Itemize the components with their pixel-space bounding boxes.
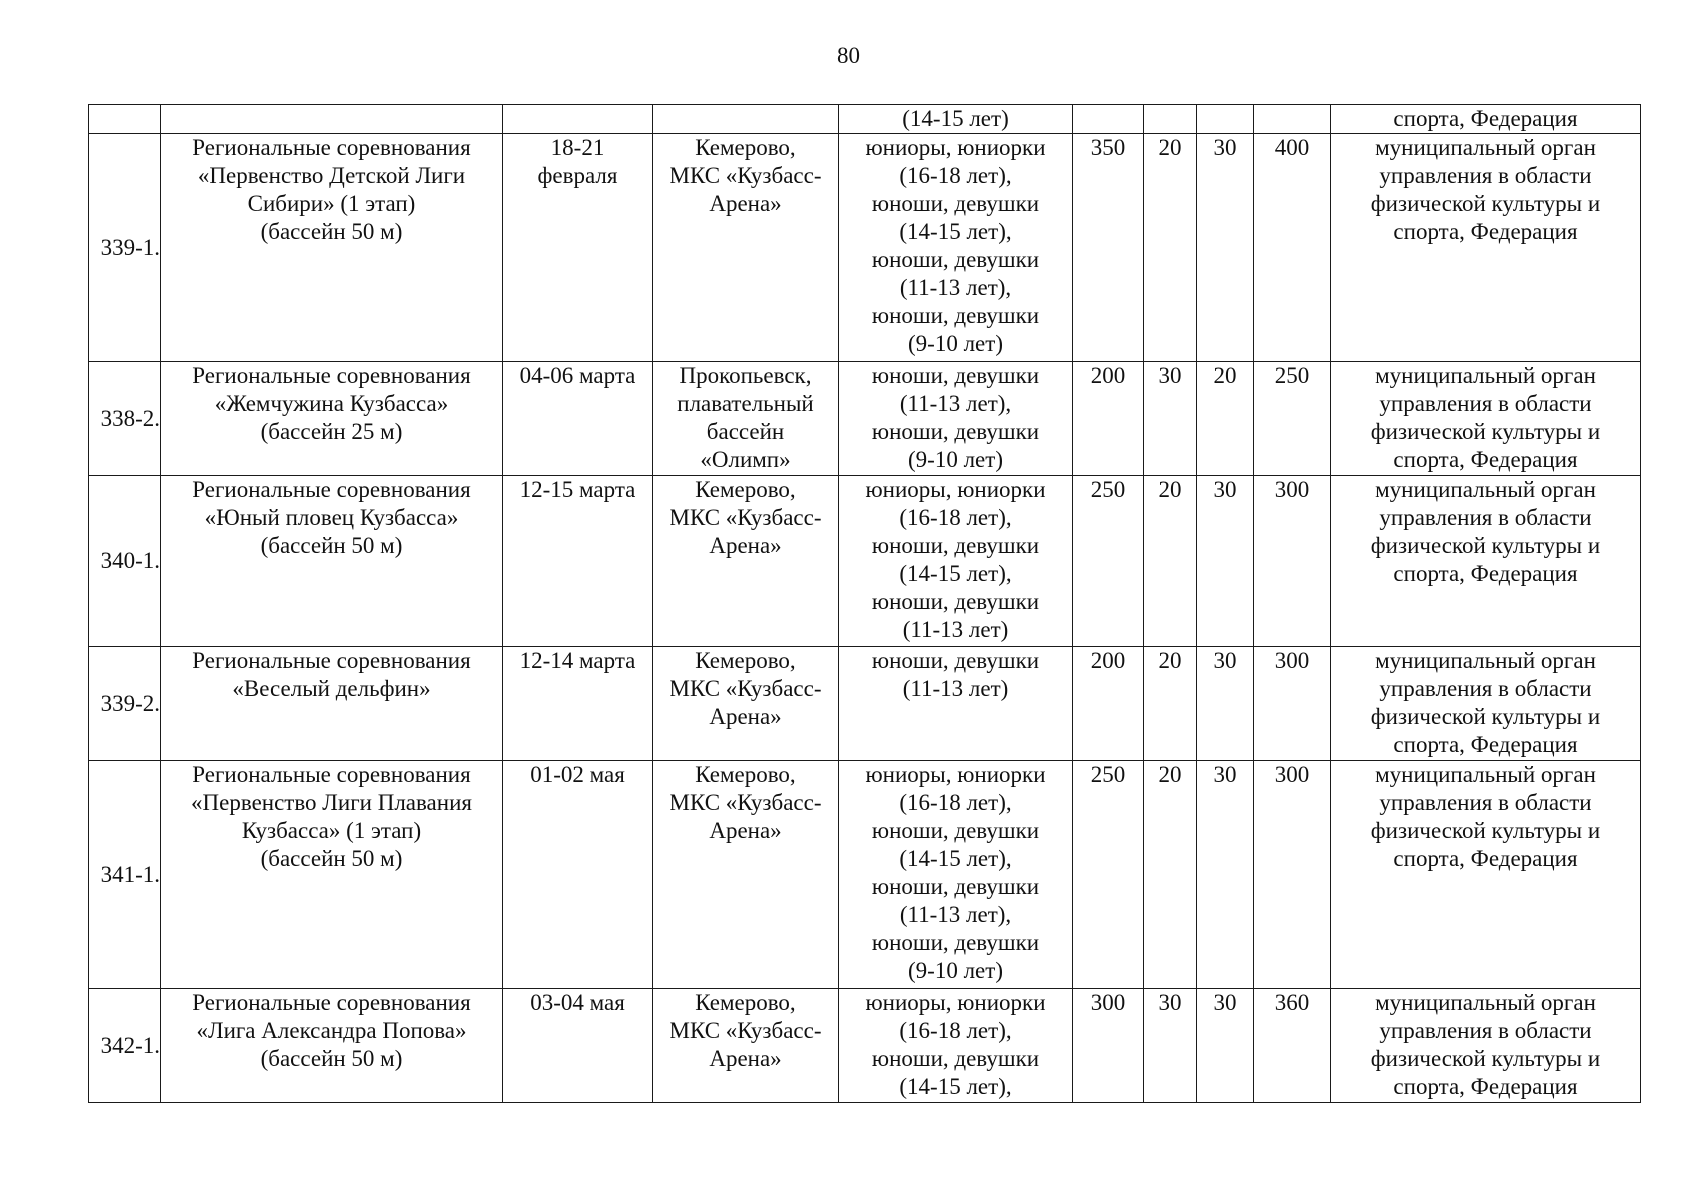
table-row [89,647,1641,761]
event-dates: 04-06 марта [503,362,653,476]
row-number: 338-2. [89,362,161,476]
event-dates [503,105,653,134]
event-venue: Кемерово, МКС «Кузбасс- Арена» [653,647,839,761]
row-number: 341-1. [89,761,161,989]
event-name [161,105,503,134]
count-3: 20 [1197,362,1254,476]
event-name: Региональные соревнования «Лига Александра Попова» (бассейн 50 м) [161,989,503,1103]
event-organizer: муниципальный орган управления в области физической культуры и спорта, Федерация [1331,134,1641,362]
event-name: Региональные соревнования «Первенство Детской Лиги Сибири» (1 этап) (бассейн 50 м) [161,134,503,362]
event-name: Региональные соревнования «Первенство Лиги Плавания Кузбасса» (1 этап) (бассейн 50 м) [161,761,503,989]
event-participants: (14-15 лет) [839,105,1073,134]
table-row [89,476,1641,647]
event-name: Региональные соревнования «Юный пловец Кузбасса» (бассейн 50 м) [161,476,503,647]
event-participants: юноши, девушки (11-13 лет), юноши, девушки (9-10 лет) [839,362,1073,476]
event-participants: юниоры, юниорки (16-18 лет), юноши, девушки (14-15 лет), [839,989,1073,1103]
event-organizer: муниципальный орган управления в области физической культуры и спорта, Федерация [1331,647,1641,761]
event-venue: Кемерово, МКС «Кузбасс- Арена» [653,476,839,647]
event-name: Региональные соревнования «Жемчужина Кузбасса» (бассейн 25 м) [161,362,503,476]
event-participants: юниоры, юниорки (16-18 лет), юноши, девушки (14-15 лет), юноши, девушки (11-13 лет), юноши, девушки (9-10 лет) [839,761,1073,989]
count-1: 350 [1073,134,1144,362]
event-participants: юниоры, юниорки (16-18 лет), юноши, девушки (14-15 лет), юноши, девушки (11-13 лет) [839,476,1073,647]
table-row [89,761,1641,989]
event-organizer: муниципальный орган управления в области физической культуры и спорта, Федерация [1331,989,1641,1103]
count-2: 30 [1144,989,1197,1103]
count-2: 20 [1144,761,1197,989]
count-total: 300 [1254,476,1331,647]
count-total: 400 [1254,134,1331,362]
count-1: 250 [1073,476,1144,647]
row-number [89,105,161,134]
count-3: 30 [1197,647,1254,761]
table-row [89,989,1641,1103]
event-participants: юноши, девушки (11-13 лет) [839,647,1073,761]
count-1: 200 [1073,647,1144,761]
count-3: 30 [1197,476,1254,647]
count-total: 360 [1254,989,1331,1103]
event-venue [653,105,839,134]
count-3: 30 [1197,134,1254,362]
event-dates: 18-21 февраля [503,134,653,362]
count-2 [1144,105,1197,134]
event-dates: 12-14 марта [503,647,653,761]
row-number: 342-1. [89,989,161,1103]
table-row [89,134,1641,362]
count-1: 300 [1073,989,1144,1103]
count-2: 20 [1144,134,1197,362]
continuation-row [89,105,1641,134]
count-total: 250 [1254,362,1331,476]
count-2: 20 [1144,647,1197,761]
count-1: 250 [1073,761,1144,989]
event-dates: 01-02 мая [503,761,653,989]
count-3: 30 [1197,989,1254,1103]
event-name: Региональные соревнования «Веселый дельфин» [161,647,503,761]
event-venue: Кемерово, МКС «Кузбасс- Арена» [653,989,839,1103]
event-organizer: муниципальный орган управления в области физической культуры и спорта, Федерация [1331,362,1641,476]
event-venue: Кемерово, МКС «Кузбасс- Арена» [653,134,839,362]
count-3 [1197,105,1254,134]
events-table [88,104,1641,1103]
event-organizer: муниципальный орган управления в области физической культуры и спорта, Федерация [1331,761,1641,989]
count-2: 20 [1144,476,1197,647]
event-organizer: спорта, Федерация [1331,105,1641,134]
event-venue: Прокопьевск, плавательный бассейн «Олимп» [653,362,839,476]
event-participants: юниоры, юниорки (16-18 лет), юноши, девушки (14-15 лет), юноши, девушки (11-13 лет), юноши, девушки (9-10 лет) [839,134,1073,362]
row-number: 339-2. [89,647,161,761]
row-number: 340-1. [89,476,161,647]
count-1 [1073,105,1144,134]
page-number: 80 [837,43,860,68]
event-dates: 12-15 марта [503,476,653,647]
event-dates: 03-04 мая [503,989,653,1103]
event-venue: Кемерово, МКС «Кузбасс- Арена» [653,761,839,989]
count-total [1254,105,1331,134]
count-2: 30 [1144,362,1197,476]
event-organizer: муниципальный орган управления в области физической культуры и спорта, Федерация [1331,476,1641,647]
count-total: 300 [1254,761,1331,989]
row-number: 339-1. [89,134,161,362]
count-1: 200 [1073,362,1144,476]
count-3: 30 [1197,761,1254,989]
count-total: 300 [1254,647,1331,761]
table-row [89,362,1641,476]
